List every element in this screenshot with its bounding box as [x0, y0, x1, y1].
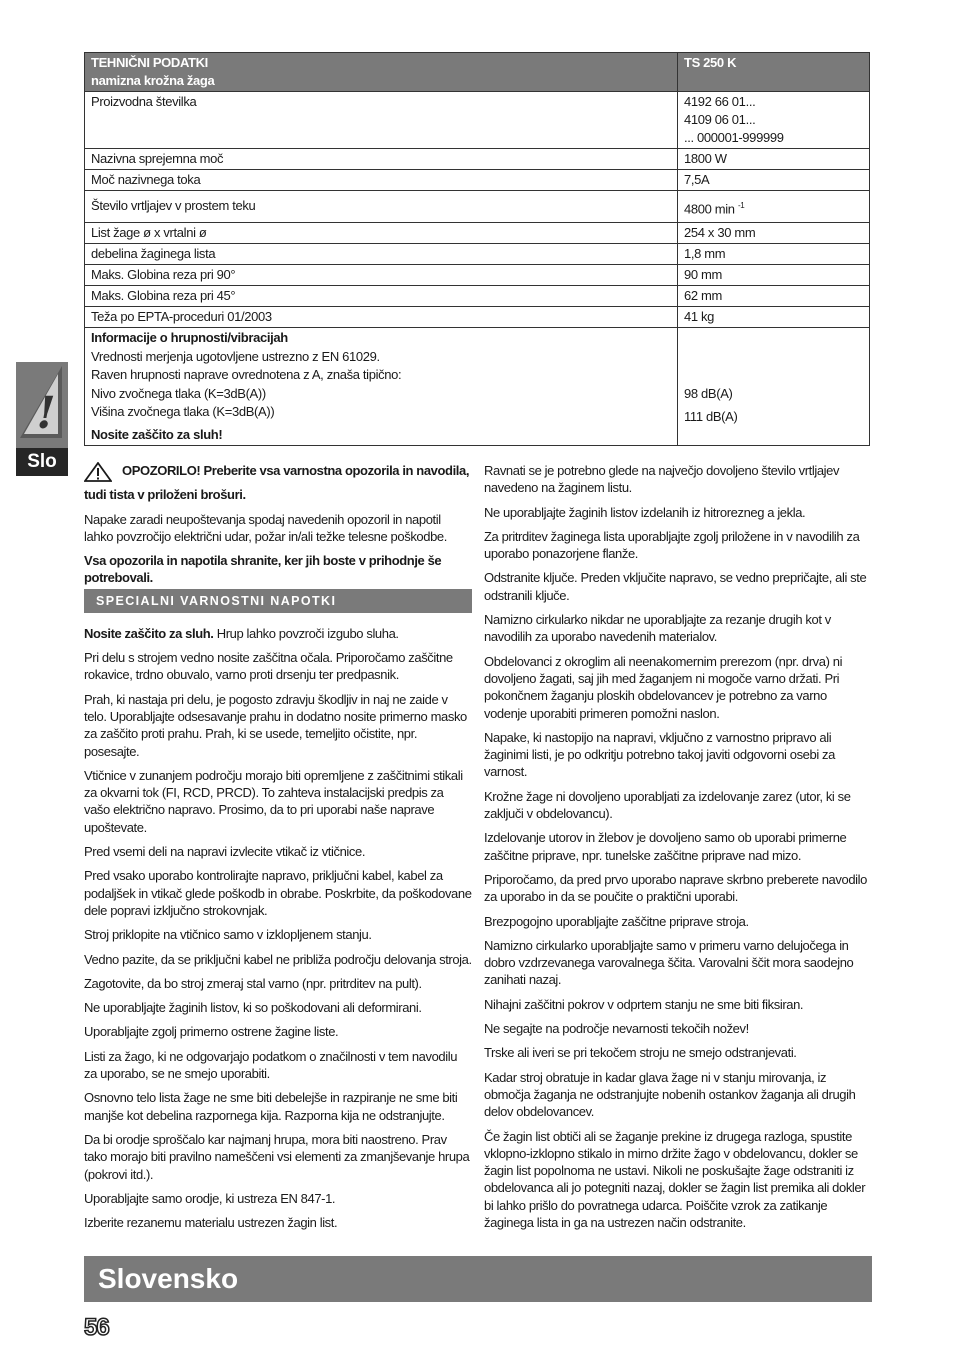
- table-title: TEHNIČNI PODATKI: [91, 55, 208, 70]
- technical-data-table: [84, 52, 870, 446]
- paragraph: Zagotovite, da bo stroj zmeraj stal varno (npr. pritrditev na pult).: [84, 975, 422, 991]
- table-row: [85, 265, 870, 286]
- noise-line: Vrednosti merjenja ugotovljene ustrezno z EN 61029.: [91, 348, 380, 364]
- spec-value-cell: [678, 265, 870, 286]
- svg-text:!: !: [36, 388, 56, 439]
- table-row: [85, 92, 870, 149]
- paragraph: Ne segajte na področje nevarnosti tekočih nožev!: [484, 1021, 749, 1037]
- spec-value-cell: [678, 170, 870, 191]
- spec-value: 4192 66 01...: [684, 94, 756, 109]
- spec-value-cell: [678, 307, 870, 328]
- noise-info-cell: [85, 328, 678, 446]
- language-side-tab: [16, 362, 68, 476]
- paragraph: Če žagin list obtiči ali se žaganje prekine iz drugega razloga, spustite vklopno-izklopno stikalo in mirno držite žago v obdelovancu, dokler se žagin list popolnoma ne ustavi. Nikoli ne poskušajte žage odstraniti iz obdelovanca ali jo potegniti nazaj, dokler se žagin list premika ali dokler bi lahko prišlo do povratnega udarca. Poiščite vzrok za zatikanje žaginega lista in ga na ustrezen način odstranite.: [484, 1128, 866, 1230]
- language-label: Slo: [16, 448, 68, 476]
- noise-line: Višina zvočnega tlaka (K=3dB(A)): [91, 404, 275, 420]
- noise-value: 111 dB(A): [684, 409, 738, 425]
- table-row: [85, 286, 870, 307]
- language-footer-bar: Slovensko: [84, 1256, 872, 1302]
- paragraph: Stroj priklopite na vtičnico samo v izklopljenem stanju.: [84, 927, 372, 943]
- left-paragraphs: [84, 649, 472, 1231]
- spec-value-cell: [678, 149, 870, 170]
- spec-label: Proizvodna številka: [85, 92, 678, 149]
- paragraph: Da bi orodje sproščalo kar najmanj hrupa, mora biti naostreno. Prav tako morajo biti pravilno nameščeni vsi elementi za zmanjševanje hrupa (pokrovi itd.).: [84, 1131, 470, 1182]
- paragraph: Ne uporabljajte žaginih listov, ki so poškodovani ali deformirani.: [84, 1000, 422, 1016]
- paragraph: Obdelovanci z okroglim ali neenakomernim prerezom (npr. drva) ni dovoljeno žagati, saj jih med žaganjem ni mogoče varno držati. Pri pokončnem žaganju ploskih obdelovancev je potrebno za varno vodenje uporabiti primeren pomožni naslon.: [484, 653, 843, 721]
- paragraph: Namizno cirkularko uporabljajte samo v primeru varno delujočega in dobro vzdrzevanega varovalnega ščita. Varovalni ščit mora saodejno zanihati nazaj.: [484, 937, 854, 988]
- unit-superscript: -1: [737, 201, 745, 210]
- spec-value: 1800 W: [684, 151, 727, 166]
- warning-triangle-icon: [84, 462, 112, 486]
- noise-values-cell: [678, 328, 870, 446]
- paragraph: Nihajni zaščitni pokrov v odprtem stanju ne sme biti fiksiran.: [484, 996, 804, 1012]
- noise-title: Informacije o hrupnosti/vibracijah: [91, 330, 288, 346]
- page-number: 56: [84, 1314, 109, 1341]
- spec-value: 62 mm: [684, 288, 722, 304]
- warning-heading: [84, 462, 472, 504]
- table-row-noise: [85, 328, 870, 446]
- paragraph: Uporabljajte samo orodje, ki ustreza EN 847-1.: [84, 1190, 336, 1206]
- spec-value-cell: [678, 92, 870, 149]
- spec-value-cell: [678, 191, 870, 223]
- paragraph: Listi za žago, ki ne odgovarjajo podatkom o značilnosti v tem navodilu za uporabo, se ne smejo uporabiti.: [84, 1048, 458, 1082]
- paragraph: Namizno cirkularko nikdar ne uporabljajte za rezanje drugih kot v navodilih za uporabo navedenih materialov.: [484, 612, 831, 645]
- spec-value-cell: [678, 244, 870, 265]
- paragraph: Odstranite ključe. Preden vključite napravo, se vedno prepričajte, ali ste odstranili ključe.: [484, 570, 867, 603]
- paragraph: Izberite rezanemu materialu ustrezen žagin list.: [84, 1215, 338, 1231]
- spec-value: 7,5A: [684, 172, 710, 187]
- warning-heading-text: OPOZORILO! Preberite vsa varnostna opozorila in navodila, tudi tista v priloženi brošuri.: [84, 463, 470, 503]
- warning-icon: [16, 362, 68, 446]
- keep-instructions-text: Vsa opozorila in napotila shranite, ker jih boste v prihodnje še potrebovali.: [84, 553, 442, 586]
- table-header-left: [85, 53, 678, 92]
- paragraph: Pri delu s strojem vedno nosite zaščitna očala. Priporočamo zaščitne rokavice, trdno obuvalo, varno proti drsenju ter predpasnik.: [84, 650, 453, 683]
- spec-label: Maks. Globina reza pri 45°: [85, 286, 678, 307]
- paragraph: Vedno pazite, da se priključni kabel ne približa področju delovanja stroja.: [84, 951, 472, 967]
- spec-value: 4800 min: [684, 201, 735, 217]
- table-row: [85, 170, 870, 191]
- hearing-protection-note: Nosite zaščito za sluh!: [91, 426, 223, 442]
- noise-value: 98 dB(A): [684, 386, 733, 402]
- spec-label: debelina žaginega lista: [85, 244, 678, 265]
- spec-label: Maks. Globina reza pri 90°: [85, 265, 678, 286]
- paragraph: Osnovno telo lista žage ne sme biti debelejše in razpiranje ne sme biti manjše kot debelina razpornega kija. Razporna kija ne odstranjujte.: [84, 1090, 458, 1123]
- table-subtitle: namizna krožna žaga: [91, 73, 215, 88]
- paragraph: Trske ali iveri se pri tekočem stroju ne smejo odstranjevati.: [484, 1045, 797, 1061]
- spec-label: Moč nazivnega toka: [85, 170, 678, 191]
- table-row: [85, 307, 870, 328]
- spec-label: List žage ø x vrtalni ø: [85, 223, 678, 244]
- spec-value-cell: [678, 286, 870, 307]
- noise-line: Raven hrupnosti naprave ovrednotena z A, znaša tipično:: [91, 367, 402, 383]
- spec-label: Teža po EPTA-proceduri 01/2003: [85, 307, 678, 328]
- spec-value: 41 kg: [684, 309, 715, 325]
- right-paragraphs: [484, 462, 872, 1231]
- spec-value-cell: [678, 223, 870, 244]
- hearing-rest: Hrup lahko povzroči izgubo sluha.: [213, 625, 399, 641]
- paragraph: Napake, ki nastopijo na napravi, vključno z varnostno pripravo ali žaginimi listi, je po odkritju potrebno takoj javiti odgovorni osebi za varnost.: [484, 729, 835, 780]
- warning-text: Napake zaradi neupoštevanja spodaj navedenih opozoril in napotil lahko povzročijo električni udar, požar in/ali težke telesne poškodbe.: [84, 511, 447, 544]
- paragraph: Brezpogojno uporabljajte zaščitne priprave stroja.: [484, 913, 749, 929]
- spec-value: 90 mm: [684, 267, 722, 283]
- table-row: [85, 149, 870, 170]
- paragraph: Za pritrditev žaginega lista uporabljajte zgolj priložene in v navodilih za uporabo ponazorjene flanže.: [484, 528, 860, 562]
- paragraph: Ravnati se je potrebno glede na največjo dovoljeno število vrtljajev navedeno na žaginem listu.: [484, 463, 840, 496]
- paragraph: Vtičnice v zunanjem področju morajo biti opremljene z zaščitnimi stikali za okvarni tok (FI, RCD, PRCD). To zahteva instalacijski predpis za vašo električno napravo. Prosimo, da to pri uporabi naše naprave upoštevate.: [84, 767, 463, 835]
- section-heading: SPECIALNI VARNOSTNI NAPOTKI: [84, 589, 472, 613]
- paragraph: Prah, ki nastaja pri delu, je pogosto zdravju škodljiv in naj ne zaide v telo. Uporabljajte odsesavanje prahu in dodatno nosite primerno masko za zaščito proti prahu. Prah, ki se usede, temeljito očistite, npr. posesajte.: [84, 691, 467, 759]
- table-body: [85, 92, 870, 446]
- noise-line: Nivo zvočnega tlaka (K=3dB(A)): [91, 385, 266, 401]
- spec-value: 254 x 30 mm: [684, 225, 756, 241]
- paragraph: Uporabljajte zgolj primerno ostrene žagine liste.: [84, 1024, 339, 1040]
- spec-label: Nazivna sprejemna moč: [85, 149, 678, 170]
- paragraph: Pred vsemi deli na napravi izvlecite vtikač iz vtičnice.: [84, 844, 366, 860]
- paragraph: Ne uporabljajte žaginih listov izdelanih iz hitrorezneg a jekla.: [484, 504, 806, 520]
- paragraph: Kadar stroj obratuje in kadar glava žage ni v stanju mirovanja, iz območja žaganja ne odstranjujte nobenih ostankov žaganja ali drugih delov obdelovancev.: [484, 1069, 856, 1120]
- table-row: [85, 223, 870, 244]
- spec-value: ... 000001-999999: [684, 130, 784, 145]
- paragraph: Priporočamo, da pred prvo uporabo naprave skrbno preberete navodilo za uporabo in da se poučite o praktični uporabi.: [484, 871, 867, 905]
- table-row: [85, 244, 870, 265]
- spec-value: 4109 06 01...: [684, 112, 756, 127]
- spec-value: 1,8 mm: [684, 246, 726, 262]
- paragraph: Krožne žage ni dovoljeno uporabljati za izdelovanje zarez (utor, ki se zaključi v obdelovancu).: [484, 788, 851, 822]
- paragraph: Izdelovanje utorov in žlebov je dovoljeno samo ob uporabi primerne zaščitne priprave, npr. tunelske zaščitne priprave nad mizo.: [484, 830, 847, 863]
- hearing-bold: Nosite zaščito za sluh.: [84, 625, 214, 641]
- left-column: [84, 462, 472, 1238]
- spec-label: Število vrtljajev v prostem teku: [85, 191, 678, 223]
- hearing-paragraph: [84, 625, 472, 642]
- model-name: TS 250 K: [678, 53, 870, 92]
- right-column: [484, 462, 872, 1238]
- table-row: [85, 191, 870, 223]
- paragraph: Pred vsako uporabo kontrolirajte napravo, priključni kabel, kabel za podaljšek in vtikač glede poškodb in obrabe. Poskrbite, da poškodovane dele popravi izključno strokovnjak.: [84, 868, 472, 918]
